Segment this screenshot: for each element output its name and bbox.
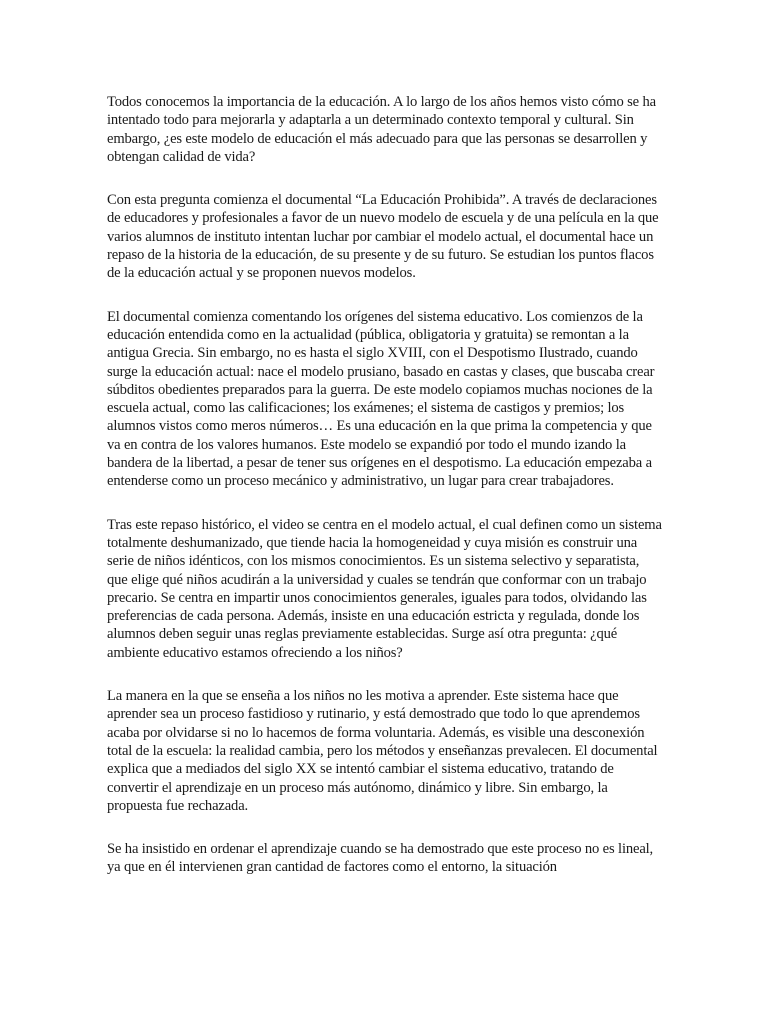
paragraph-documentary: Con esta pregunta comienza el documental “La Educación Prohibida”. A través de declaraciones de educadores y profesionales a favor de un nuevo modelo de escuela y de una película en la que varios alumnos de instituto intentan luchar por cambiar el modelo actual, el documental hace un repaso de la historia de la educación, de su presente y de su futuro. Se estudian los puntos flacos de la educación actual y se proponen nuevos modelos. bbox=[107, 192, 659, 282]
paragraph-motivation: La manera en la que se enseña a los niños no les motiva a aprender. Este sistema hace que aprender sea un proceso fastidioso y rutinario, y está demostrado que todo lo que aprendemos acaba por olvidarse si no lo hacemos de forma voluntaria. Además, es visible una desconexión total de la escuela: la realidad cambia, pero los métodos y enseñanzas prevalecen. El documental explica que a mediados del siglo XX se intentó cambiar el sistema educativo, tratando de convertir el aprendizaje en un proceso más autónomo, dinámico y libre. Sin embargo, la propuesta fue rechazada. bbox=[107, 688, 658, 814]
paragraph-origins: El documental comienza comentando los orígenes del sistema educativo. Los comienzos de la educación entendida como en la actualidad (pública, obligatoria y gratuita) se remontan a la antigua Grecia. Sin embargo, no es hasta el siglo XVIII, con el Despotismo Ilustrado, cuando surge la educación actual: nace el modelo prusiano, basado en castas y clases, que buscaba crear súbditos obedientes preparados para la guerra. De este modelo copiamos muchas nociones de la escuela actual, como las calificaciones; los exámenes; el sistema de castigos y premios; los alumnos vistos como meros números… Es una educación en la que prima la competencia y que va en contra de los valores humanos. Este modelo se expandió por todo el mundo izando la bandera de la libertad, a pesar de tener sus orígenes en el despotismo. La educación empezaba a entenderse como un proceso mecánico y administrativo, un lugar para crear trabajadores. bbox=[107, 308, 655, 490]
document-page bbox=[107, 93, 663, 877]
paragraph-learning-order: Se ha insistido en ordenar el aprendizaje cuando se ha demostrado que este proceso no es lineal, ya que en él intervienen gran cantidad de factores como el entorno, la situación bbox=[107, 841, 654, 876]
paragraph-current-model: Tras este repaso histórico, el video se centra en el modelo actual, el cual definen como un sistema totalmente deshumanizado, que tiende hacia la homogeneidad y cuya misión es construir una serie de niños idénticos, con los mismos conocimientos. Es un sistema selectivo y separatista, que elige qué niños acudirán a la universidad y cuales se tendrán que conformar con un trabajo precario. Se centra en impartir unos conocimientos generales, iguales para todos, olvidando las preferencias de cada persona. Además, insiste en una educación estricta y regulada, donde los alumnos deben seguir unas reglas previamente establecidas. Surge así otra pregunta: ¿qué ambiente educativo estamos ofreciendo a los niños? bbox=[107, 516, 662, 661]
paragraph-intro: Todos conocemos la importancia de la educación. A lo largo de los años hemos visto cómo se ha intentado todo para mejorarla y adaptarla a un determinado contexto temporal y cultural. Sin embargo, ¿es este modelo de educación el más adecuado para que las personas se desarrollen y obtengan calidad de vida? bbox=[107, 94, 656, 165]
